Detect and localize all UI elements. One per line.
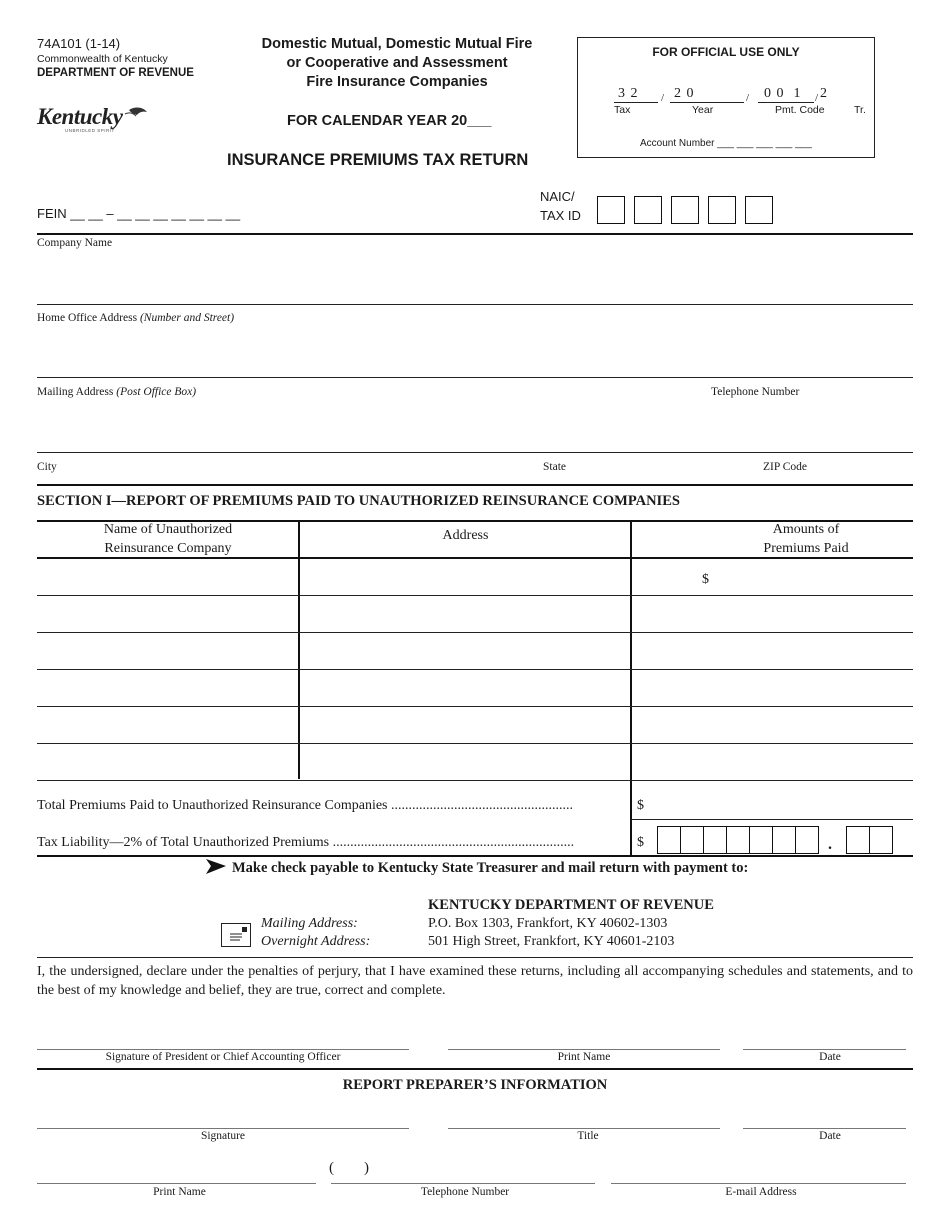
mailing-address-label [37, 386, 196, 398]
home-office-text: Home Office Address [37, 312, 138, 324]
naic-label-1: NAIC/ [540, 189, 575, 204]
preparer-signature-input[interactable] [37, 1105, 409, 1127]
divider [37, 855, 913, 857]
preparer-email-input[interactable] [611, 1160, 906, 1182]
row-line [37, 595, 913, 596]
company-name-input[interactable] [37, 252, 913, 302]
divider [37, 1068, 913, 1070]
print-name-line [448, 1049, 720, 1050]
telephone-label: Telephone Number [711, 386, 800, 398]
preparer-title-label: Title [577, 1130, 599, 1142]
title-line [448, 1128, 720, 1129]
naic-box-4[interactable] [708, 196, 736, 224]
commonwealth-label: Commonwealth of Kentucky [37, 53, 168, 65]
tax-digit-box-5[interactable] [749, 826, 773, 854]
tax-cents-box-1[interactable] [846, 826, 870, 854]
preparer-title-input[interactable] [448, 1105, 720, 1127]
logo-tagline: UNBRIDLED SPIRIT [65, 128, 115, 133]
tax-dollar: $ [637, 835, 644, 850]
tax-digit-box-4[interactable] [726, 826, 750, 854]
email-line [611, 1183, 906, 1184]
arrow-icon [205, 857, 227, 882]
pmt-underline [758, 102, 814, 103]
col-divider-2 [630, 521, 632, 857]
row-line [37, 632, 913, 633]
table-cell-name[interactable] [37, 559, 297, 594]
col-header-name [37, 520, 299, 558]
date-line [743, 1049, 906, 1050]
form-title [240, 35, 554, 92]
department-label: DEPARTMENT OF REVENUE [37, 67, 194, 79]
home-office-note: (Number and Street) [139, 312, 235, 324]
tax-digit-box-7[interactable] [795, 826, 819, 854]
fein-field[interactable]: FEIN __ __ – __ __ __ __ __ __ __ [37, 206, 241, 221]
year-underline [670, 102, 744, 103]
company-name-label: Company Name [37, 237, 113, 249]
row-line [37, 743, 913, 744]
title-line-1: Domestic Mutual, Domestic Mutual Fire [261, 36, 533, 52]
col3-line2: Premiums Paid [763, 541, 849, 556]
naic-box-1[interactable] [597, 196, 625, 224]
slash-1: / [661, 92, 665, 104]
col1-line1: Name of Unauthorized [103, 522, 233, 537]
telephone-line [331, 1183, 595, 1184]
pmt-code-value: 0 0 1 [764, 86, 802, 101]
print-name-label: Print Name [557, 1051, 611, 1063]
preparer-telephone-label: Telephone Number [420, 1186, 510, 1198]
city-label: City [37, 461, 57, 473]
account-number-label: Account Number ___ ___ ___ ___ ___ [640, 138, 812, 149]
year-value: 2 0 [674, 86, 695, 101]
home-office-input[interactable] [37, 327, 913, 375]
tax-label: Tax [614, 104, 631, 116]
declaration-text: I, the undersigned, declare under the penalties of perjury, that I have examined these returns, including all accompanying schedules and statements, and to the best of my knowledge and belief, they are true, correct and complete. [37, 964, 913, 998]
naic-label [540, 187, 581, 225]
home-office-label [37, 312, 234, 324]
main-title: INSURANCE PREMIUMS TAX RETURN [227, 151, 529, 169]
phone-area-code: ( ) [329, 1160, 369, 1176]
divider [37, 452, 913, 453]
date-line [743, 1128, 906, 1129]
print-name-line [37, 1183, 316, 1184]
date-label: Date [819, 1051, 841, 1063]
title-line-3: Fire Insurance Companies [306, 74, 488, 90]
row-line [631, 819, 913, 820]
naic-box-2[interactable] [634, 196, 662, 224]
col3-line1: Amounts of [772, 522, 840, 537]
table-cell-amount[interactable] [633, 559, 913, 594]
officer-date-input[interactable] [743, 1026, 906, 1048]
overnight-address-label: Overnight Address: [261, 934, 371, 949]
mailing-address-input[interactable] [37, 401, 687, 449]
tax-underline [614, 102, 658, 103]
decimal-point: . [828, 836, 832, 853]
slash-2: / [746, 92, 750, 104]
official-use-heading: FOR OFFICIAL USE ONLY [652, 45, 800, 59]
row-line [37, 780, 913, 781]
preparer-signature-label: Signature [200, 1130, 246, 1142]
col-divider-1 [298, 521, 300, 779]
naic-label-2: TAX ID [540, 208, 581, 223]
row-line [37, 669, 913, 670]
naic-box-3[interactable] [671, 196, 699, 224]
zip-label: ZIP Code [763, 461, 807, 473]
logo-text: Kentucky [37, 104, 123, 129]
tax-cents-box-2[interactable] [869, 826, 893, 854]
officer-signature-input[interactable] [37, 1026, 409, 1048]
mailing-note: (Post Office Box) [116, 386, 197, 398]
tr-label: Tr. [854, 104, 866, 116]
dollar-sign: $ [702, 572, 709, 587]
tr-value: 2 [820, 86, 827, 101]
state-label: State [543, 461, 566, 473]
preparer-title: REPORT PREPARER’S INFORMATION [342, 1077, 608, 1093]
tax-digit-box-6[interactable] [772, 826, 796, 854]
col-header-amount [700, 520, 912, 558]
tax-digit-box-3[interactable] [703, 826, 727, 854]
preparer-telephone-input[interactable] [380, 1160, 595, 1182]
signature-line [37, 1128, 409, 1129]
slash-3: / [815, 92, 819, 104]
naic-box-5[interactable] [745, 196, 773, 224]
signature-line [37, 1049, 409, 1050]
tax-liability-label: Tax Liability—2% of Total Unauthorized Premiums ..................................................................... [37, 835, 575, 850]
preparer-date-input[interactable] [743, 1105, 906, 1127]
divider [37, 304, 913, 305]
divider [37, 233, 913, 235]
total-dollar: $ [637, 798, 644, 813]
envelope-icon [221, 923, 251, 947]
year-label: Year [692, 104, 714, 116]
agency-name: KENTUCKY DEPARTMENT OF REVENUE [428, 897, 714, 913]
preparer-email-label: E-mail Address [725, 1186, 797, 1198]
row-line [37, 706, 913, 707]
pmt-code-label: Pmt. Code [775, 104, 825, 116]
col1-line2: Reinsurance Company [104, 541, 232, 556]
preparer-print-name-label: Print Name [153, 1186, 206, 1198]
total-premiums-input[interactable] [650, 786, 913, 818]
divider [37, 484, 913, 486]
col-header-address: Address [442, 528, 489, 543]
overnight-address-value: 501 High Street, Frankfort, KY 40601-2103 [428, 934, 675, 949]
telephone-input[interactable] [700, 401, 913, 449]
mailing-address-label: Mailing Address: [261, 916, 358, 931]
tax-digit-box-2[interactable] [680, 826, 704, 854]
tax-digit-box-1[interactable] [657, 826, 681, 854]
mailing-text: Mailing Address [37, 386, 114, 398]
preparer-date-label: Date [819, 1130, 841, 1142]
kentucky-logo [37, 104, 152, 136]
divider [37, 957, 913, 958]
calendar-year: FOR CALENDAR YEAR 20___ [287, 113, 492, 129]
payment-instruction: Make check payable to Kentucky State Treasurer and mail return with payment to: [232, 860, 749, 876]
officer-signature-label: Signature of President or Chief Accounting Officer [105, 1051, 341, 1063]
divider [37, 377, 913, 378]
table-cell-address[interactable] [301, 559, 629, 594]
preparer-print-name-input[interactable] [37, 1160, 316, 1182]
tax-value: 3 2 [618, 86, 639, 101]
mailing-address-value: P.O. Box 1303, Frankfort, KY 40602-1303 [428, 916, 668, 931]
officer-print-name-input[interactable] [448, 1026, 720, 1048]
total-premiums-label: Total Premiums Paid to Unauthorized Reinsurance Companies .................................................... [37, 798, 574, 813]
form-number: 74A101 (1-14) [37, 36, 121, 51]
title-line-2: or Cooperative and Assessment [286, 55, 508, 71]
official-use-box [577, 37, 875, 158]
section-1-title: SECTION I—REPORT OF PREMIUMS PAID TO UNAUTHORIZED REINSURANCE COMPANIES [37, 493, 680, 509]
